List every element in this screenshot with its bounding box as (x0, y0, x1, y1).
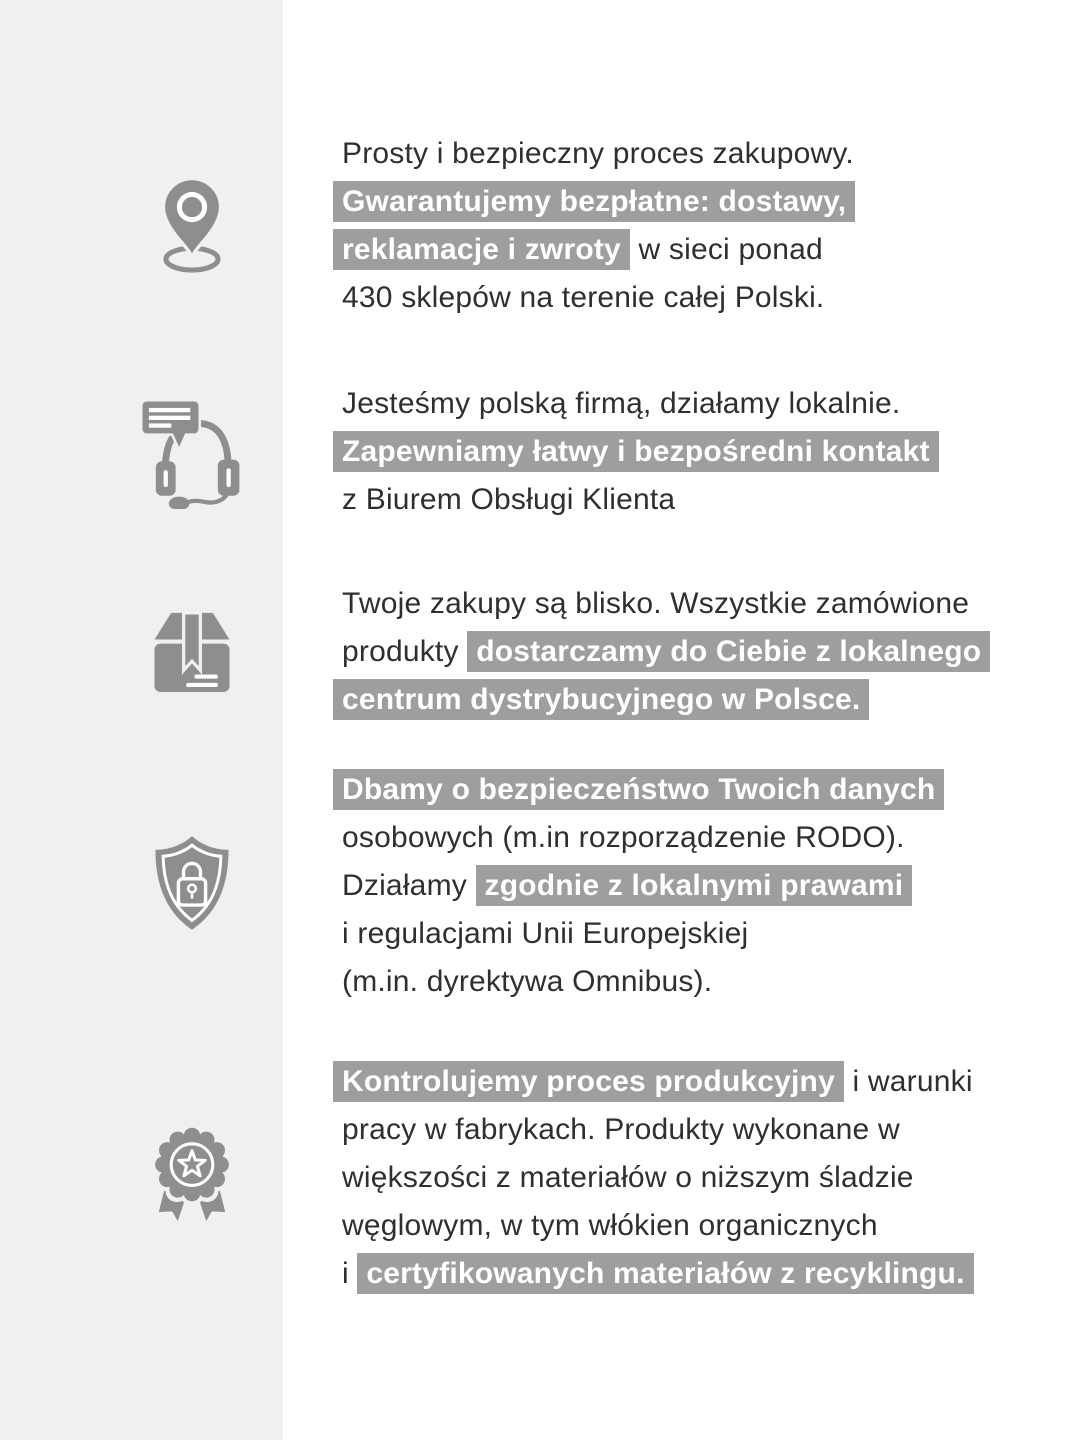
highlighted-text: Dbamy o bezpieczeństwo Twoich danych (333, 769, 944, 810)
text-line (333, 226, 1080, 274)
text-line (342, 580, 1080, 628)
benefit-text (283, 130, 1080, 322)
package-icon (142, 602, 242, 702)
benefit-text (283, 1058, 1080, 1298)
text-line (342, 910, 1080, 958)
plain-text: większości z materiałów o niższym śladzie (342, 1161, 914, 1194)
benefit-section-free-delivery (0, 130, 1080, 322)
text-line (342, 1154, 1080, 1202)
highlighted-text: Gwarantujemy bezpłatne: dostawy, (333, 181, 855, 222)
text-line (342, 958, 1080, 1006)
icon-cell (0, 832, 283, 939)
benefit-section-local-distribution (0, 580, 1080, 724)
plain-text: i warunki (843, 1065, 973, 1098)
plain-text: Twoje zakupy są blisko. Wszystkie zamówione (342, 587, 970, 620)
icon-cell (0, 176, 283, 275)
text-line (333, 766, 1080, 814)
benefit-section-production-control (0, 1058, 1080, 1298)
text-line (342, 628, 1080, 676)
plain-text: węglowym, w tym włókien organicznych (342, 1209, 878, 1242)
text-line (342, 274, 1080, 322)
award-badge-icon (140, 1123, 244, 1232)
benefit-section-polish-company-contact (0, 380, 1080, 524)
benefit-text (283, 580, 1080, 724)
icon-cell (0, 1123, 283, 1232)
plain-text: 430 sklepów na terenie całej Polski. (342, 281, 825, 314)
plain-text: Działamy (342, 869, 476, 902)
text-line (342, 1250, 1080, 1298)
highlighted-text: zgodnie z lokalnymi prawami (476, 865, 913, 906)
location-pin-icon (150, 176, 234, 275)
benefit-text (283, 766, 1080, 1006)
highlighted-text: Kontrolujemy proces produkcyjny (333, 1061, 844, 1102)
text-line (333, 1058, 1080, 1106)
plain-text: Jesteśmy polską firmą, działamy lokalnie. (342, 387, 901, 420)
plain-text: produkty (342, 635, 468, 668)
plain-text: i regulacjami Unii Europejskiej (342, 917, 749, 950)
benefit-section-data-security (0, 766, 1080, 1006)
highlighted-text: reklamacje i zwroty (333, 229, 630, 270)
plain-text: w sieci ponad (629, 233, 823, 266)
highlighted-text: certyfikowanych materiałów z recyklingu. (357, 1253, 973, 1294)
icon-cell (0, 602, 283, 702)
plain-text: z Biurem Obsługi Klienta (342, 483, 676, 516)
text-line (333, 428, 1080, 476)
text-line (342, 862, 1080, 910)
benefit-text (283, 380, 1080, 524)
text-line (342, 476, 1080, 524)
text-line (342, 1106, 1080, 1154)
headset-chat-icon (136, 395, 248, 509)
plain-text: i (342, 1257, 358, 1290)
highlighted-text: centrum dystrybucyjnego w Polsce. (333, 679, 869, 720)
highlighted-text: dostarczamy do Ciebie z lokalnego (467, 631, 990, 672)
plain-text: (m.in. dyrektywa Omnibus). (342, 965, 713, 998)
text-line (333, 676, 1080, 724)
plain-text: pracy w fabrykach. Produkty wykonane w (342, 1113, 900, 1146)
plain-text: Prosty i bezpieczny proces zakupowy. (342, 137, 854, 170)
text-line (342, 814, 1080, 862)
text-line (333, 178, 1080, 226)
text-line (342, 1202, 1080, 1250)
text-line (342, 380, 1080, 428)
plain-text: osobowych (m.in rozporządzenie RODO). (342, 821, 905, 854)
shield-lock-icon (141, 832, 243, 939)
icon-cell (0, 395, 283, 509)
highlighted-text: Zapewniamy łatwy i bezpośredni kontakt (333, 431, 939, 472)
text-line (342, 130, 1080, 178)
